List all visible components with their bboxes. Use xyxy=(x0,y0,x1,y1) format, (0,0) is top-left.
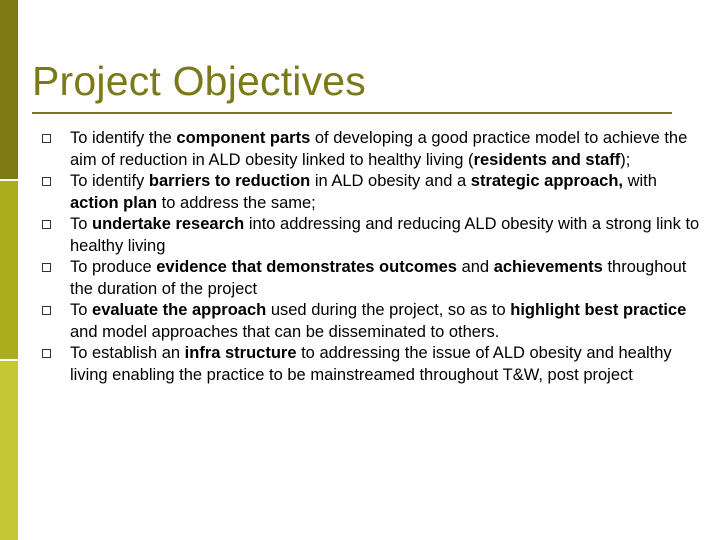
hollow-square-bullet-icon xyxy=(42,220,51,229)
objective-text-bold: evidence that demonstrates outcomes xyxy=(156,258,457,276)
objective-text: to address the same; xyxy=(157,193,316,212)
objective-text-bold: component parts xyxy=(176,129,311,147)
objective-text-bold: undertake research xyxy=(92,215,245,233)
objective-text-bold: action plan xyxy=(70,193,158,212)
objective-item xyxy=(40,300,700,343)
sidebar-divider xyxy=(0,179,18,181)
hollow-square-bullet-icon xyxy=(42,349,51,358)
objective-item xyxy=(40,214,700,257)
objective-text-bold: strategic approach, xyxy=(470,172,623,190)
objective-text-bold: residents and staff xyxy=(473,150,621,169)
objective-text: To identify the xyxy=(70,129,177,147)
objective-item xyxy=(40,257,700,300)
hollow-square-bullet-icon xyxy=(42,263,51,272)
sidebar-divider xyxy=(0,359,18,361)
objective-text: to addressing the issue of ALD obesity and healthy living enabling the practice to be mainstreamed throughout T&W, post project xyxy=(70,344,672,384)
objective-text: into addressing and reducing ALD obesity with a strong link to healthy living xyxy=(70,215,700,255)
slide-title: Project Objectives xyxy=(32,58,367,104)
objective-text-bold: achievements xyxy=(493,258,603,276)
objective-text-bold: highlight best practice xyxy=(510,301,687,319)
objective-text: with xyxy=(623,172,657,190)
objective-text: To xyxy=(70,301,93,319)
objective-text: ); xyxy=(620,150,631,169)
objective-text-bold: infra structure xyxy=(184,344,297,362)
objective-text: To establish an xyxy=(70,344,185,362)
objective-text: To xyxy=(70,215,93,233)
objective-text: To produce xyxy=(70,258,157,276)
objective-text: To identify xyxy=(70,172,149,190)
hollow-square-bullet-icon xyxy=(42,306,51,315)
objective-text-bold: barriers to reduction xyxy=(148,172,311,190)
sidebar-band-dark xyxy=(0,0,18,180)
sidebar-band-light xyxy=(0,360,18,540)
objective-text: used during the project, so as to xyxy=(266,301,511,319)
decorative-sidebar xyxy=(0,0,18,540)
objective-text: of developing a good practice model to achieve the aim of reduction in ALD obesity linked to healthy living ( xyxy=(70,129,688,169)
objective-item xyxy=(40,343,700,386)
objective-text: and xyxy=(457,258,494,276)
objective-text: and model approaches that can be disseminated to others. xyxy=(70,322,500,341)
hollow-square-bullet-icon xyxy=(42,177,51,186)
hollow-square-bullet-icon xyxy=(42,134,51,143)
objective-item xyxy=(40,171,700,214)
title-underline xyxy=(32,112,672,114)
objective-text: in ALD obesity and a xyxy=(310,172,471,190)
objective-item xyxy=(40,128,700,171)
sidebar-band-mid xyxy=(0,180,18,360)
objective-text-bold: evaluate the approach xyxy=(92,301,267,319)
objectives-list xyxy=(40,128,700,386)
objective-text: throughout the duration of the project xyxy=(70,258,687,298)
